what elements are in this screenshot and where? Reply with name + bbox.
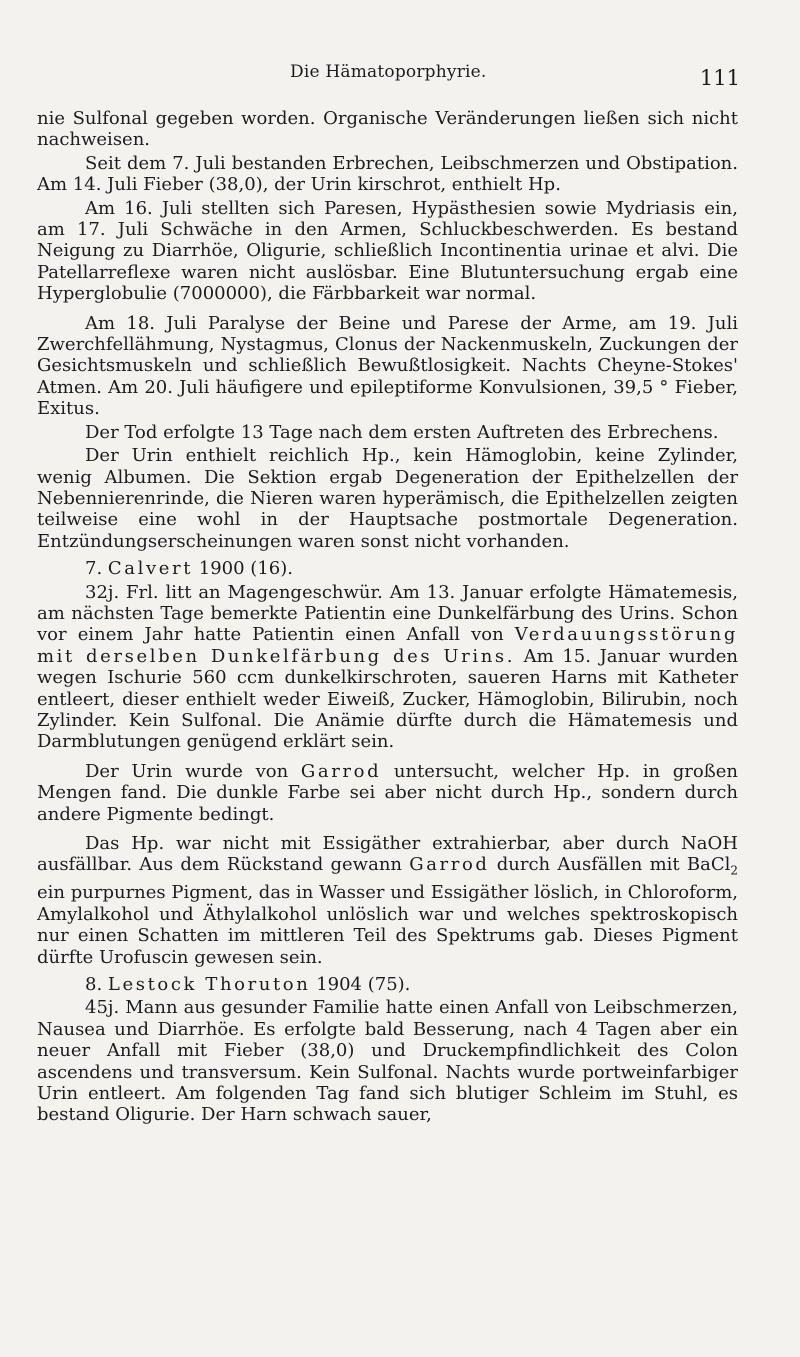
- subscript: 2: [730, 864, 739, 878]
- paragraph: [37, 582, 738, 753]
- paragraph: Am 16. Juli stellten sich Paresen, Hypästhesien sowie Mydriasis ein, am 17. Juli Schwäche in den Armen, Schluckbeschwerden. Es bestand Neigung zu Diarrhöe, Oligurie, schließlich Incontinentia urinae et alvi. Die Patellarreflexe waren nicht auslösbar. Eine Blutuntersuchung ergab eine Hyperglobulie (7000000), die Färbbarkeit war normal.: [37, 197, 738, 305]
- paragraph: [37, 761, 738, 825]
- case-author: Calvert: [107, 558, 194, 580]
- paragraph: Der Urin enthielt reichlich Hp., kein Hämoglobin, keine Zylinder, wenig Albumen. Die Sektion ergab Degeneration der Epithelzellen der Nebennierenrinde, die Nieren waren hyperämisch, die Epithelzellen zeigten teilweise eine wohl in der Hauptsache postmortale Degeneration. Entzündungserscheinungen waren sonst nicht vorhanden.: [37, 445, 738, 552]
- paragraph: [37, 833, 738, 968]
- page-header: [40, 62, 740, 92]
- case-heading-7: [37, 558, 738, 579]
- body-text: [37, 108, 738, 1128]
- text-run: ein purpurnes Pigment, das in Wasser und Essigäther löslich, in Chloroform, Amylalkohol und Äthylalkohol unlöslich war und welches spektroskopisch nur einen Schatten im mittleren Teil des Spektrums gab. Dieses Pigment dürfte Urofuscin gewesen sein.: [37, 882, 738, 968]
- page-number: 111: [699, 66, 740, 90]
- case-heading-8: [37, 974, 738, 995]
- case-number: 7.: [85, 558, 103, 580]
- text-run: durch Ausfällen mit BaCl: [489, 854, 731, 876]
- paragraph: nie Sulfonal gegeben worden. Organische Veränderungen ließen sich nicht nachweisen.: [37, 108, 738, 151]
- text-run: Am 15. Januar wurden wegen Ischurie 560 ccm dunkelkirschroten, saueren Harns mit Katheter entleert, dieser enthielt weder Eiweiß, Zucker, Hämoglobin, Bilirubin, noch Zylinder. Kein Sulfonal. Die Anämie dürfte durch die Hämatemesis und Darmblutungen genügend erklärt sein.: [37, 645, 738, 753]
- case-citation: 1900 (16).: [198, 558, 293, 580]
- paragraph: 45j. Mann aus gesunder Familie hatte einen Anfall von Leibschmerzen, Nausea und Diarrhöe. Es erfolgte bald Besserung, nach 4 Tagen aber ein neuer Anfall mit Fieber (38,0) und Druckempfindlichkeit des Colon ascendens und transversum. Kein Sulfonal. Nachts wurde portweinfarbiger Urin entleert. Am folgenden Tag fand sich blutiger Schleim im Stuhl, es bestand Oligurie. Der Harn schwach sauer,: [37, 997, 738, 1126]
- paragraph: Am 18. Juli Paralyse der Beine und Parese der Arme, am 19. Juli Zwerchfellähmung, Nystagmus, Clonus der Nackenmuskeln, Zuckungen der Gesichtsmuskeln und schließlich Bewußtlosigkeit. Nachts Cheyne-Stokes' Atmen. Am 20. Juli häufigere und epileptiforme Konvulsionen, 39,5 ° Fieber, Exitus.: [37, 312, 738, 420]
- text-run: Das Hp. war nicht mit Essigäther extrahierbar, aber durch NaOH ausfällbar. Aus dem Rückstand gewann: [37, 833, 738, 876]
- text-run: Der Urin wurde von: [85, 760, 301, 782]
- case-number: 8.: [85, 974, 103, 996]
- case-author: Lestock Thoruton: [107, 974, 311, 996]
- case-citation: 1904 (75).: [316, 974, 411, 996]
- paragraph: Seit dem 7. Juli bestanden Erbrechen, Leibschmerzen und Obstipation. Am 14. Juli Fieber (38,0), der Urin kirschrot, enthielt Hp.: [37, 152, 738, 196]
- paragraph: Der Tod erfolgte 13 Tage nach dem ersten Auftreten des Erbrechens.: [85, 421, 719, 443]
- emphasized-text: Verdauungsstörung mit derselben Dunkelfärbung des Urins.: [37, 624, 738, 667]
- person-name: Garrod: [300, 760, 382, 782]
- text-run: 32j. Frl. litt an Magengeschwür. Am 13. Januar erfolgte Hämatemesis, am nächsten Tage bemerkte Patientin eine Dunkelfärbung des Urins. Schon vor einem Jahr hatte Patientin einen Anfall von: [37, 581, 738, 646]
- person-name: Garrod: [409, 854, 490, 876]
- running-title: Die Hämatoporphyrie.: [290, 62, 487, 82]
- text-run: untersucht, welcher Hp. in großen Mengen fand. Die dunkle Farbe sei aber nicht durch Hp., sondern durch andere Pigmente bedingt.: [37, 760, 739, 825]
